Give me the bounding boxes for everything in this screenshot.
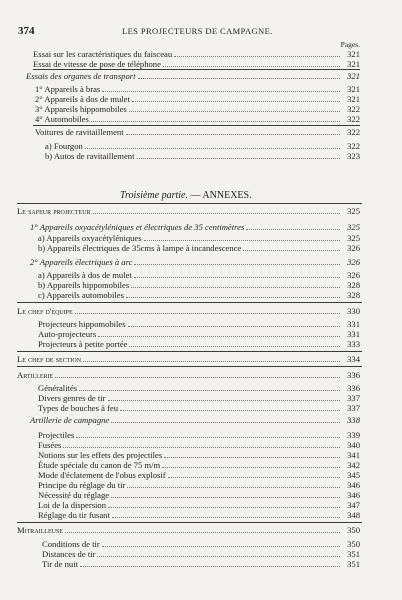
entry-text: Le chef de section: [17, 354, 82, 364]
entry-page: 333: [347, 339, 360, 349]
entry-text: Essai de vitesse de pose de téléphone: [33, 59, 161, 69]
entry-text: 1° Appareils à bras: [35, 84, 101, 94]
dot-leader: [128, 320, 340, 327]
dot-leader: [93, 207, 340, 214]
toc-entry: [38, 270, 360, 280]
toc-entry: [38, 243, 360, 253]
entry-page: 331: [347, 329, 360, 339]
section-rule: [33, 69, 360, 70]
toc-entry: [35, 127, 360, 137]
toc-entry: [33, 49, 360, 59]
part-label: Troisième partie.: [120, 190, 188, 201]
entry-text: 1° Appareils oxyacétyléniques et électriques de 35 centimètres: [30, 222, 245, 232]
entry-text: Fusées: [38, 440, 62, 450]
toc-entry: [38, 403, 360, 413]
dot-leader: [163, 60, 340, 67]
entry-text: Le sapeur projecteur: [17, 206, 91, 216]
entry-text: c) Appareils automobiles: [38, 290, 124, 300]
dot-leader: [168, 471, 340, 478]
entry-text: Généralités: [38, 383, 78, 393]
entry-page: 337: [347, 393, 360, 403]
toc-entry: [38, 383, 360, 393]
pages-column-label: Pages.: [340, 40, 360, 49]
dot-leader: [102, 540, 340, 547]
dot-leader: [75, 307, 340, 314]
toc-entry: [38, 339, 360, 349]
page-number: 374: [18, 25, 35, 37]
entry-text: 2° Appareils à dos de mulet: [35, 94, 130, 104]
entry-text: Le chef d'équipe: [17, 306, 73, 316]
dot-leader: [174, 50, 340, 57]
dot-leader: [126, 291, 340, 298]
entry-page: 321: [347, 71, 360, 81]
entry-text: b) Appareils électriques de 35cms à lampe à incandescence: [38, 243, 242, 253]
entry-page: 322: [347, 127, 360, 137]
entry-page: 321: [347, 94, 360, 104]
entry-text: 3° Appareils hippomobiles: [35, 104, 127, 114]
entry-page: 321: [347, 84, 360, 94]
running-title: LES PROJECTEURS DE CAMPAGNE.: [122, 26, 273, 36]
part-title: — ANNEXES.: [190, 190, 252, 201]
toc-entry: [35, 104, 360, 114]
entry-page: 350: [347, 525, 360, 535]
section-rule: [17, 203, 362, 204]
toc-entry: [38, 430, 360, 440]
toc-entry: [30, 222, 360, 232]
entry-text: Mitrailleuse: [17, 525, 63, 535]
entry-text: Artillerie de campagne: [30, 415, 110, 425]
entry-page: 346: [347, 480, 360, 490]
entry-text: Conditions de tir: [42, 539, 100, 549]
entry-page: 348: [347, 510, 360, 520]
section-rule: [17, 302, 362, 303]
entry-page: 325: [347, 222, 360, 232]
toc-entry: [38, 450, 360, 460]
dot-leader: [246, 223, 340, 230]
dot-leader: [164, 451, 340, 458]
section-rule: [33, 125, 360, 126]
toc-entry: [30, 415, 360, 425]
entry-page: 338: [347, 415, 360, 425]
toc-entry: [38, 290, 360, 300]
toc-entry: [42, 549, 360, 559]
entry-text: Nécessité du réglage: [38, 490, 110, 500]
toc-entry: [35, 94, 360, 104]
dot-leader: [80, 560, 340, 567]
dot-leader: [137, 152, 341, 159]
entry-text: a) Appareils oxyacétyléniques: [38, 233, 142, 243]
entry-text: Principe du réglage du tir: [38, 480, 126, 490]
dot-leader: [63, 441, 340, 448]
entry-page: 325: [347, 233, 360, 243]
entry-page: 323: [347, 151, 360, 161]
entry-text: Tir de nuit: [42, 559, 78, 569]
toc-entry: [38, 233, 360, 243]
dot-leader: [112, 511, 340, 518]
entry-page: 340: [347, 440, 360, 450]
entry-text: Essai sur les caractéristiques du faisceau: [33, 49, 173, 59]
dot-leader: [134, 271, 340, 278]
toc-entry: [38, 510, 360, 520]
dot-leader: [162, 461, 340, 468]
toc-entry: [38, 460, 360, 470]
entry-page: 326: [347, 257, 360, 267]
running-header: [0, 25, 402, 37]
toc-entry: [38, 440, 360, 450]
entry-page: 322: [347, 141, 360, 151]
entry-page: 321: [347, 49, 360, 59]
dot-leader: [111, 416, 340, 423]
toc-entry: [38, 500, 360, 510]
entry-page: 346: [347, 490, 360, 500]
entry-page: 342: [347, 460, 360, 470]
entry-page: 336: [347, 370, 360, 380]
entry-text: Projectiles: [38, 430, 75, 440]
entry-page: 321: [347, 59, 360, 69]
entry-text: Essais des organes de transport: [26, 71, 136, 81]
toc-entry: [35, 114, 360, 124]
toc-entry: [35, 84, 360, 94]
entry-page: 322: [347, 104, 360, 114]
entry-text: Réglage du tir fusant: [38, 510, 110, 520]
entry-text: b) Autos de ravitaillement: [45, 151, 135, 161]
toc-entry: [45, 151, 360, 161]
dot-leader: [55, 371, 340, 378]
entry-text: 2° Appareils électriques à arc: [30, 257, 133, 267]
dot-leader: [131, 281, 340, 288]
entry-page: 351: [347, 559, 360, 569]
dot-leader: [243, 244, 340, 251]
toc-entry: [38, 329, 360, 339]
entry-page: 334: [347, 354, 360, 364]
toc-entry: [45, 141, 360, 151]
dot-leader: [65, 526, 340, 533]
entry-text: a) Appareils à dos de mulet: [38, 270, 132, 280]
dot-leader: [102, 85, 340, 92]
dot-leader: [98, 330, 340, 337]
entry-page: 325: [347, 206, 360, 216]
entry-page: 345: [347, 470, 360, 480]
dot-leader: [76, 431, 340, 438]
dot-leader: [97, 550, 340, 557]
entry-page: 328: [347, 280, 360, 290]
dot-leader: [108, 501, 340, 508]
entry-text: a) Fourgon: [45, 141, 83, 151]
toc-entry: [17, 525, 360, 535]
entry-text: Voitures de ravitaillement: [35, 127, 124, 137]
entry-page: 322: [347, 114, 360, 124]
section-rule: [17, 351, 362, 352]
entry-text: Divers genres de tir: [38, 393, 106, 403]
entry-text: b) Appareils hippomobiles: [38, 280, 130, 290]
entry-text: Auto-projecteurs: [38, 329, 97, 339]
toc-entry: [17, 306, 360, 316]
toc-entry: [42, 559, 360, 569]
dot-leader: [129, 105, 340, 112]
entry-text: Types de bouches à feu: [38, 403, 119, 413]
entry-page: 328: [347, 290, 360, 300]
dot-leader: [144, 234, 340, 241]
dot-leader: [120, 404, 340, 411]
dot-leader: [79, 384, 340, 391]
toc-entry: [17, 354, 360, 364]
entry-text: Étude spéciale du canon de 75 m/m: [38, 460, 161, 470]
entry-text: 4° Automobiles: [35, 114, 89, 124]
toc-entry: [38, 280, 360, 290]
entry-text: Mode d'éclatement de l'obus explosif: [38, 470, 166, 480]
entry-text: Loi de la dispersion: [38, 500, 107, 510]
entry-page: 351: [347, 549, 360, 559]
entry-text: Distances de tir: [42, 549, 96, 559]
toc-entry: [33, 59, 360, 69]
dot-leader: [83, 355, 340, 362]
dot-leader: [127, 481, 340, 488]
dot-leader: [91, 115, 340, 122]
toc-entry: [38, 480, 360, 490]
entry-page: 341: [347, 450, 360, 460]
entry-page: 347: [347, 500, 360, 510]
entry-page: 339: [347, 430, 360, 440]
dot-leader: [129, 340, 340, 347]
toc-entry: [17, 370, 360, 380]
section-rule: [17, 522, 362, 523]
dot-leader: [85, 142, 340, 149]
part-heading: [120, 190, 252, 201]
entry-page: 331: [347, 319, 360, 329]
entry-text: Projecteurs hippomobiles: [38, 319, 126, 329]
entry-page: 330: [347, 306, 360, 316]
section-rule: [17, 366, 362, 367]
entry-page: 326: [347, 243, 360, 253]
entry-text: Notions sur les effets des projectiles: [38, 450, 163, 460]
toc-entry: [17, 206, 360, 216]
dot-leader: [126, 128, 340, 135]
toc-entry: [42, 539, 360, 549]
toc-entry: [30, 257, 360, 267]
toc-entry: [38, 470, 360, 480]
entry-page: 336: [347, 383, 360, 393]
dot-leader: [132, 95, 340, 102]
entry-page: 337: [347, 403, 360, 413]
dot-leader: [108, 394, 340, 401]
dot-leader: [111, 491, 340, 498]
entry-text: Artillerie: [17, 370, 54, 380]
entry-text: Projecteurs à petite portée: [38, 339, 128, 349]
toc-entry: [38, 319, 360, 329]
toc-entry: [26, 71, 360, 81]
entry-page: 350: [347, 539, 360, 549]
toc-entry: [38, 490, 360, 500]
dot-leader: [138, 72, 341, 79]
dot-leader: [134, 258, 340, 265]
entry-page: 326: [347, 270, 360, 280]
toc-entry: [38, 393, 360, 403]
